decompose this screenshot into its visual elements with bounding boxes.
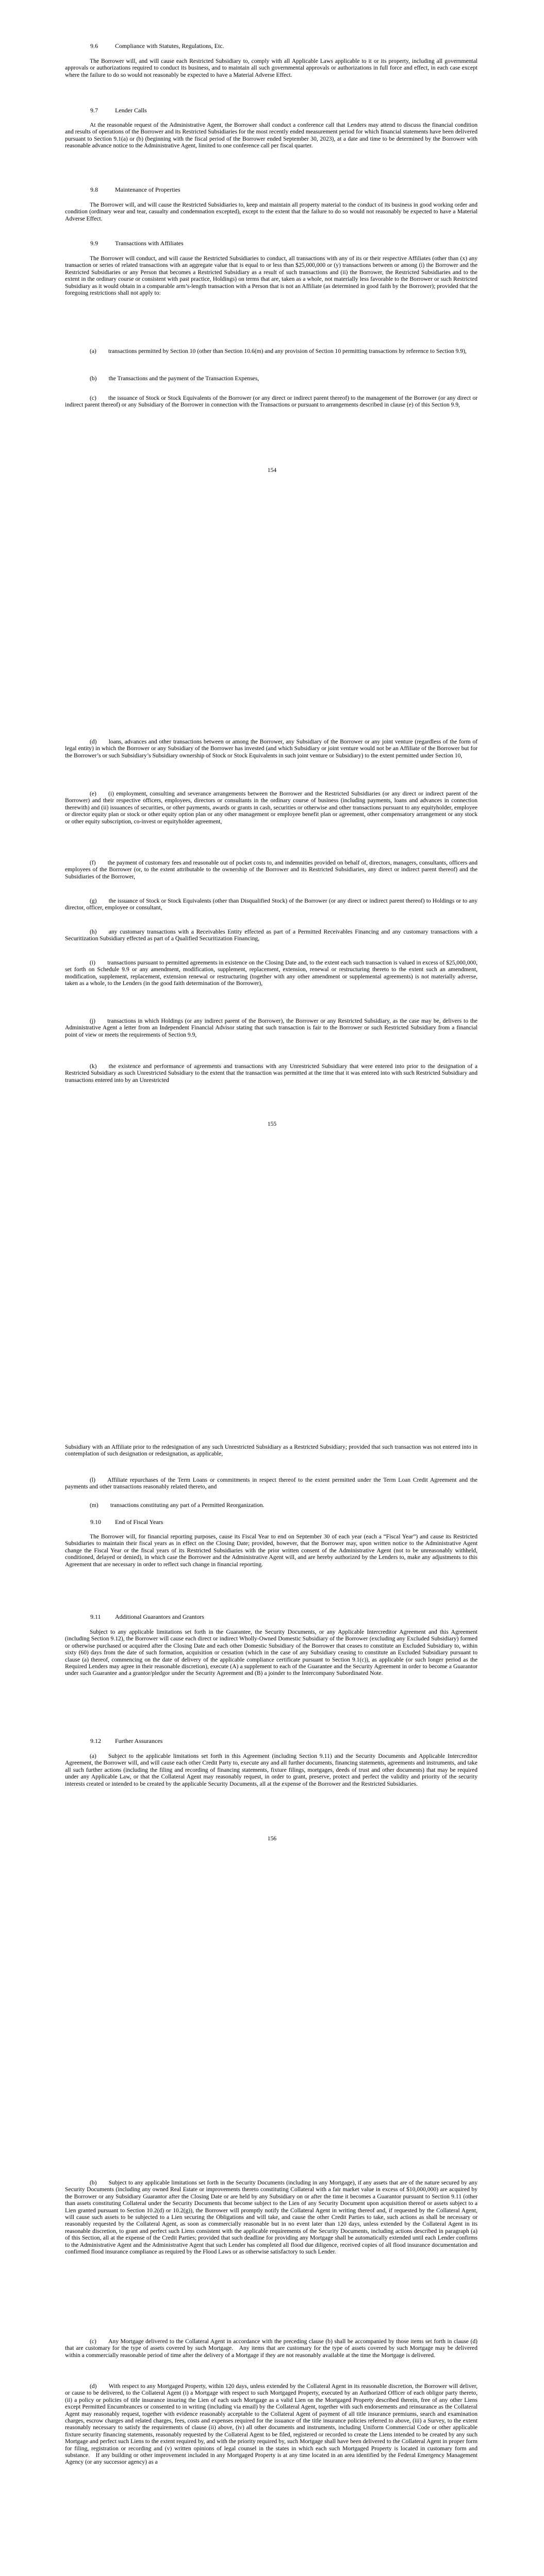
section-number: 9.8 <box>90 186 98 193</box>
section-title: Further Assurances <box>115 1737 163 1744</box>
clause-k <box>65 1063 477 1083</box>
clause-text: (k) the existence and performance of agreements and transactions with any Unrestricted Subsidiary that were entered into prior to the designation of a Restricted Subsidiary as such Unrestricted Subsidiary to the extent that the transaction was permitted at the time that it was entered into with such Restricted Subsidiary and transactions entered into by an Unrestricted <box>65 1063 477 1083</box>
paragraph: At the reasonable request of the Administrative Agent, the Borrower shall conduct a conference call that Lenders may attend to discuss the financial condition and results of operations of the Borrower and its Restricted Subsidiaries for the most recently ended measurement period for which financial statements have been delivered pursuant to Section 9.1(a) or (b) (beginning with the fiscal period of the Borrower ended September 30, 2023), at a date and time to be determined by the Borrower with reasonable advance notice to the Administrative Agent, limited to one conference call per fiscal quarter. <box>65 122 477 149</box>
section-number: 9.10 <box>90 1518 101 1526</box>
paragraph: The Borrower will, and will cause each Restricted Subsidiary to, comply with all Applicable Laws applicable to it or its property, including all governmental approvals or authorizations required to conduct its business, and to maintain all such governmental approvals or authorizations in full force and effect, in each case except where the failure to do so would not reasonably be expected to have a Material Adverse Effect. <box>65 58 477 78</box>
section-9-7-body <box>65 122 477 149</box>
section-9-6-heading <box>90 42 224 49</box>
clause-text: (m) transactions constituting any part of a Permitted Reorganization. <box>90 1502 265 1509</box>
page-number: 155 <box>267 1121 277 1127</box>
clause-b <box>65 375 477 382</box>
clause-k-continued <box>65 1444 477 1458</box>
clause-text: (j) transactions in which Holdings (or any indirect parent of the Borrower), the Borrower or any Restricted Subsidiary, as the case may be, delivers to the Administrative Agent a letter from an Independent Financial Advisor stating that such transaction is fair to the Borrower or such Restricted Subsidiary from a financial point of view or meets the requirements of Section 9.9, <box>65 1018 477 1038</box>
section-number: 9.11 <box>90 1613 101 1620</box>
clause-text: (c) Any Mortgage delivered to the Collateral Agent in accordance with the preceding clause (b) shall be accompanied by those items set forth in clause (d) that are customary for the type of assets covered by such Mortgage. Any items that are customary for the type of assets covered by such Mortgage may be delivered within a commercially reasonable period of time after the delivery of a Mortgage if they are not reasonably available at the time the Mortgage is delivered. <box>65 2338 477 2359</box>
clause-text: (b) the Transactions and the payment of the Transaction Expenses, <box>90 375 259 382</box>
clause-i <box>65 959 477 987</box>
paragraph: The Borrower will, and will cause the Restricted Subsidiaries to, keep and maintain all property material to the conduct of its business in good working order and condition (ordinary wear and tear, casualty and condemnation excepted), except to the extent that the failure to do so would not reasonably be expected to have a Material Adverse Effect. <box>65 201 477 222</box>
section-9-12-heading <box>90 1737 162 1744</box>
clause-f <box>65 859 477 880</box>
paragraph: Subject to any applicable limitations set forth in the Guarantee, the Security Documents, or any Applicable Intercreditor Agreement and this Agreement (including Section 9.12), the Borrower will cause each direct or indirect Wholly-Owned Domestic Subsidiary of the Borrower (excluding any Excluded Subsidiary) formed or otherwise purchased or acquired after the Closing Date and each other Domestic Subsidiary of the Borrower that ceases to constitute an Excluded Subsidiary to, within sixty (60) days from the date of such formation, acquisition or cessation (which in the case of any Subsidiary ceasing to constitute an Excluded Subsidiary pursuant to clause (a) thereof, commencing on the date of delivery of the applicable compliance certificate pursuant to Section 9.1(c)), as applicable (or such longer period as the Required Lenders may agree in their reasonable discretion), execute (A) a supplement to each of the Guarantee and the Security Agreement in order to become a Guarantor under such Guarantee and a grantor/pledgor under the Security Agreement and (B) a joinder to the Intercompany Subordinated Note. <box>65 1629 477 1677</box>
clause-text: (b) Subject to any applicable limitations set forth in the Security Documents (including in any Mortgage), if any assets that are of the nature secured by any Security Documents (including any owned Real Estate or improvements thereto constituting Collateral with a fair market value in excess of $10,000,000) are acquired by the Borrower or any Subsidiary Guarantor after the Closing Date or are held by any Subsidiary on or after the time it becomes a Guarantor pursuant to Section 9.11 (other than assets constituting Collateral under the Security Documents that become subject to the Lien of any Security Document upon acquisition thereof or assets subject to a Lien granted pursuant to Section 10.2(d) or 10.2(g)), the Borrower will promptly notify the Collateral Agent in writing thereof and, if requested by the Collateral Agent, will cause such assets to be subjected to a Lien securing the Obligations and will take, and cause the other Credit Parties to take, such actions as shall be necessary or reasonably requested by the Collateral Agent, as soon as commercially reasonable but in no event later than 120 days, unless extended by the Collateral Agent in its reasonable discretion, to grant and perfect such Liens consistent with the applicable requirements of the Security Documents, including actions described in paragraph (a) of this Section, all at the expense of the Credit Parties; provided that such deadline for providing any Mortgage shall be automatically extended until each Lender confirms to the Administrative Agent and the Administrative Agent that such Lender has completed all flood due diligence, received copies of all flood insurance documentation and confirmed flood insurance compliance as required by the Flood Laws or as otherwise satisfactory to such Lender. <box>65 2179 477 2256</box>
page-156 <box>0 1406 544 2110</box>
clause-text: (i) transactions pursuant to permitted agreements in existence on the Closing Date and, to the extent each such transaction is valued in excess of $25,000,000, set forth on Schedule 9.9 or any amendment, modification, supplement, replacement, extension, renewal or restructuring thereto to the extent such an amendment, modification, supplement, replacement, extension renewal or restructuring (together with any other amendment or supplemental agreements) is not materially adverse, taken as a whole, to the Lenders (in the good faith determination of the Borrower), <box>65 959 477 987</box>
clause-m <box>65 1502 477 1509</box>
section-title: Compliance with Statutes, Regulations, Etc. <box>115 42 224 49</box>
section-number: 9.12 <box>90 1737 101 1744</box>
clause-text: (l) Affiliate repurchases of the Term Loans or commitments in respect thereof to the extent permitted under the Term Loan Credit Agreement and the payments and other transactions reasonably related thereto, and <box>65 1477 477 1490</box>
clause-l <box>65 1477 477 1490</box>
section-9-12-c <box>65 2338 477 2359</box>
section-title: Additional Guarantors and Grantors <box>115 1613 204 1620</box>
clause-text: (d) With respect to any Mortgaged Property, within 120 days, unless extended by the Collateral Agent in its reasonable discretion, the Borrower will deliver, or cause to be delivered, to the Collateral Agent (i) a Mortgage with respect to such Mortgaged Property, executed by an Authorized Officer of each obligor party thereto, (ii) a policy or policies of title insurance insuring the Lien of each such Mortgage as a valid Lien on the Mortgaged Property described therein, free of any other Liens except Permitted Encumbrances or consented to in writing (including via email) by the Collateral Agent, together with such endorsements and reinsurance as the Collateral Agent may reasonably request, together with evidence reasonably acceptable to the Collateral Agent of payment of all title insurance premiums, search and examination charges, escrow charges and related charges, fees, costs and expenses required for the issuance of the title insurance policies referred to above, (iii) a Survey, to the extent reasonably necessary to satisfy the requirements of clause (ii) above, (iv) all other documents and instruments, including Uniform Commercial Code or other applicable fixture security financing statements, reasonably requested by the Collateral Agent to be filed, registered or recorded to create the Liens intended to be created by any such Mortgage and perfect such Liens to the extent required by, and with the priority required by, such Mortgage shall have been delivered to the Collateral Agent in proper form for filing, registration or recording and (v) written opinions of legal counsel in the states in which each such Mortgaged Property is located in customary form and substance. If any building or other improvement included in any Mortgaged Property is at any time located in an area identified by the Federal Emergency Management Agency (or any successor agency) as a <box>65 2383 477 2466</box>
clause-text: (h) any customary transactions with a Receivables Entity effected as part of a Permitted Receivables Financing and any customary transactions with a Securitization Subsidiary effected as part of a Qualified Securitization Financing, <box>65 928 477 942</box>
paragraph: The Borrower will conduct, and will cause the Restricted Subsidiaries to conduct, all transactions with any of its or their respective Affiliates (other than (x) any transaction or series of related transactions with an aggregate value that is equal to or less than $25,000,000 or (y) transactions between or among (i) the Borrower and the Restricted Subsidiaries or any Person that becomes a Restricted Subsidiary as a result of such transactions and (ii) the Borrower, the Restricted Subsidiaries and to the extent in the ordinary course or consistent with past practice, Holdings) on terms that are, taken as a whole, not materially less favorable to the Borrower or such Restricted Subsidiary as it would obtain in a comparable arm’s-length transaction with a Person that is not an Affiliate (as determined in good faith by the Borrower); provided that the foregoing restrictions shall not apply to: <box>65 255 477 297</box>
paragraph: The Borrower will, for financial reporting purposes, cause its Fiscal Year to end on September 30 of each year (each a “Fiscal Year”) and cause its Restricted Subsidiaries to maintain their fiscal years as in effect on the Closing Date; provided, however, that the Borrower may, upon written notice to the Administrative Agent change the Fiscal Year or the fiscal years of its Restricted Subsidiaries with the prior written consent of the Administrative Agent (not to be unreasonably withheld, conditioned, delayed or denied), in which case the Borrower and the Administrative Agent will, and are hereby authorized by the Lenders to, make any adjustments to this Agreement that are necessary in order to reflect such change in financial reporting. <box>65 1533 477 1568</box>
section-9-10-body <box>65 1533 477 1568</box>
section-9-7-heading <box>90 107 147 114</box>
section-title: End of Fiscal Years <box>115 1518 163 1526</box>
clause-text: (e) (i) employment, consulting and severance arrangements between the Borrower and the Restricted Subsidiaries (or any direct or indirect parent of the Borrower) and their respective officers, employees, directors or consultants in the ordinary course of business (including payments, loans and advances in connection therewith) and (ii) issuances of securities, or other payments, awards or grants in cash, securities or otherwise and other transactions pursuant to any equityholder, employee or director equity plan or stock or other equity option plan or any other management or employee benefit plan or agreement, other compensatory arrangement or any stock or other equity subscription, co-invest or equityholder agreement, <box>65 790 477 825</box>
clause-d <box>65 738 477 759</box>
section-number: 9.6 <box>90 42 98 49</box>
clause-text: (a) Subject to the applicable limitations set forth in this Agreement (including Section 9.11) and the Security Documents and Applicable Intercreditor Agreement, the Borrower will, and will cause each other Credit Party to, execute any and all further documents, financing statements, agreements and instruments, and take all such further actions (including the filing and recording of financing statements, fixture filings, mortgages, deeds of trust and other documents) that may be required under any Applicable Law, or that the Collateral Agent may reasonably request, in order to grant, preserve, protect and perfect the validity and priority of the security interests created or intended to be created by the applicable Security Documents, all at the expense of the Borrower and the Restricted Subsidiaries. <box>65 1753 477 1787</box>
clause-e <box>65 790 477 825</box>
section-title: Transactions with Affiliates <box>115 240 184 247</box>
section-9-6-body <box>65 58 477 78</box>
clause-text: (a) transactions permitted by Section 10 (other than Section 10.6(m) and any provision of Section 10 permitting transactions by reference to Section 9.9), <box>90 348 467 354</box>
clause-h <box>65 928 477 942</box>
section-9-12-d <box>65 2383 477 2466</box>
clause-text: (f) the payment of customary fees and reasonable out of pocket costs to, and indemnities provided on behalf of, directors, managers, consultants, officers and employees of the Borrower (or, to the extent attributable to the ownership of the Borrower and its Restricted Subsidiaries, any direct or indirect parent thereof) and the Subsidiaries of the Borrower, <box>65 859 477 880</box>
section-9-10-heading <box>90 1518 163 1526</box>
section-9-9-heading <box>90 240 184 247</box>
clause-text: (d) loans, advances and other transactions between or among the Borrower, any Subsidiary of the Borrower or any joint venture (regardless of the form of legal entity) in which the Borrower or any Subsidiary of the Borrower has invested (and which Subsidiary or joint venture would not be an Affiliate of the Borrower but for the Borrower’s or such Subsidiary’s Subsidiary ownership of Stock or Stock Equivalents in such joint venture or Subsidiary) to the extent permitted under Section 10, <box>65 738 477 759</box>
section-number: 9.7 <box>90 107 98 114</box>
clause-a <box>65 348 477 354</box>
clause-j <box>65 1018 477 1038</box>
section-number: 9.9 <box>90 240 98 247</box>
section-9-9-body <box>65 255 477 296</box>
clause-text: (g) the issuance of Stock or Stock Equivalents (other than Disqualified Stock) of the Borrower (or any direct or indirect parent thereof) to Holdings or to any director, officer, employee or consultant, <box>65 897 477 911</box>
page-number: 154 <box>267 467 277 473</box>
section-9-12-a <box>65 1753 477 1787</box>
page-157 <box>0 2110 544 2576</box>
clause-c <box>65 395 477 409</box>
clause-text: (c) the issuance of Stock or Stock Equivalents of the Borrower (or any direct or indirect parent thereof) to the management of the Borrower (or any direct or indirect parent thereof) or any Subsidiary of the Borrower in connection with the Transactions or pursuant to arrangements described in clause (e) of this Section 9.9, <box>65 395 477 409</box>
clause-text: Subsidiary with an Affiliate prior to the redesignation of any such Unrestricted Subsidiary as a Restricted Subsidiary; provided that such transaction was not entered into in contemplation of such designation or redesignation, as applicable, <box>65 1444 477 1458</box>
section-9-11-body <box>65 1629 477 1677</box>
section-9-12-b <box>65 2179 477 2255</box>
clause-g <box>65 897 477 911</box>
section-9-8-heading <box>90 186 180 193</box>
page-154 <box>0 0 544 703</box>
page-number: 156 <box>267 1835 277 1842</box>
section-9-11-heading <box>90 1613 204 1620</box>
section-title: Lender Calls <box>115 107 147 114</box>
section-9-8-body <box>65 201 477 222</box>
page-155 <box>0 703 544 1406</box>
section-title: Maintenance of Properties <box>115 186 180 193</box>
